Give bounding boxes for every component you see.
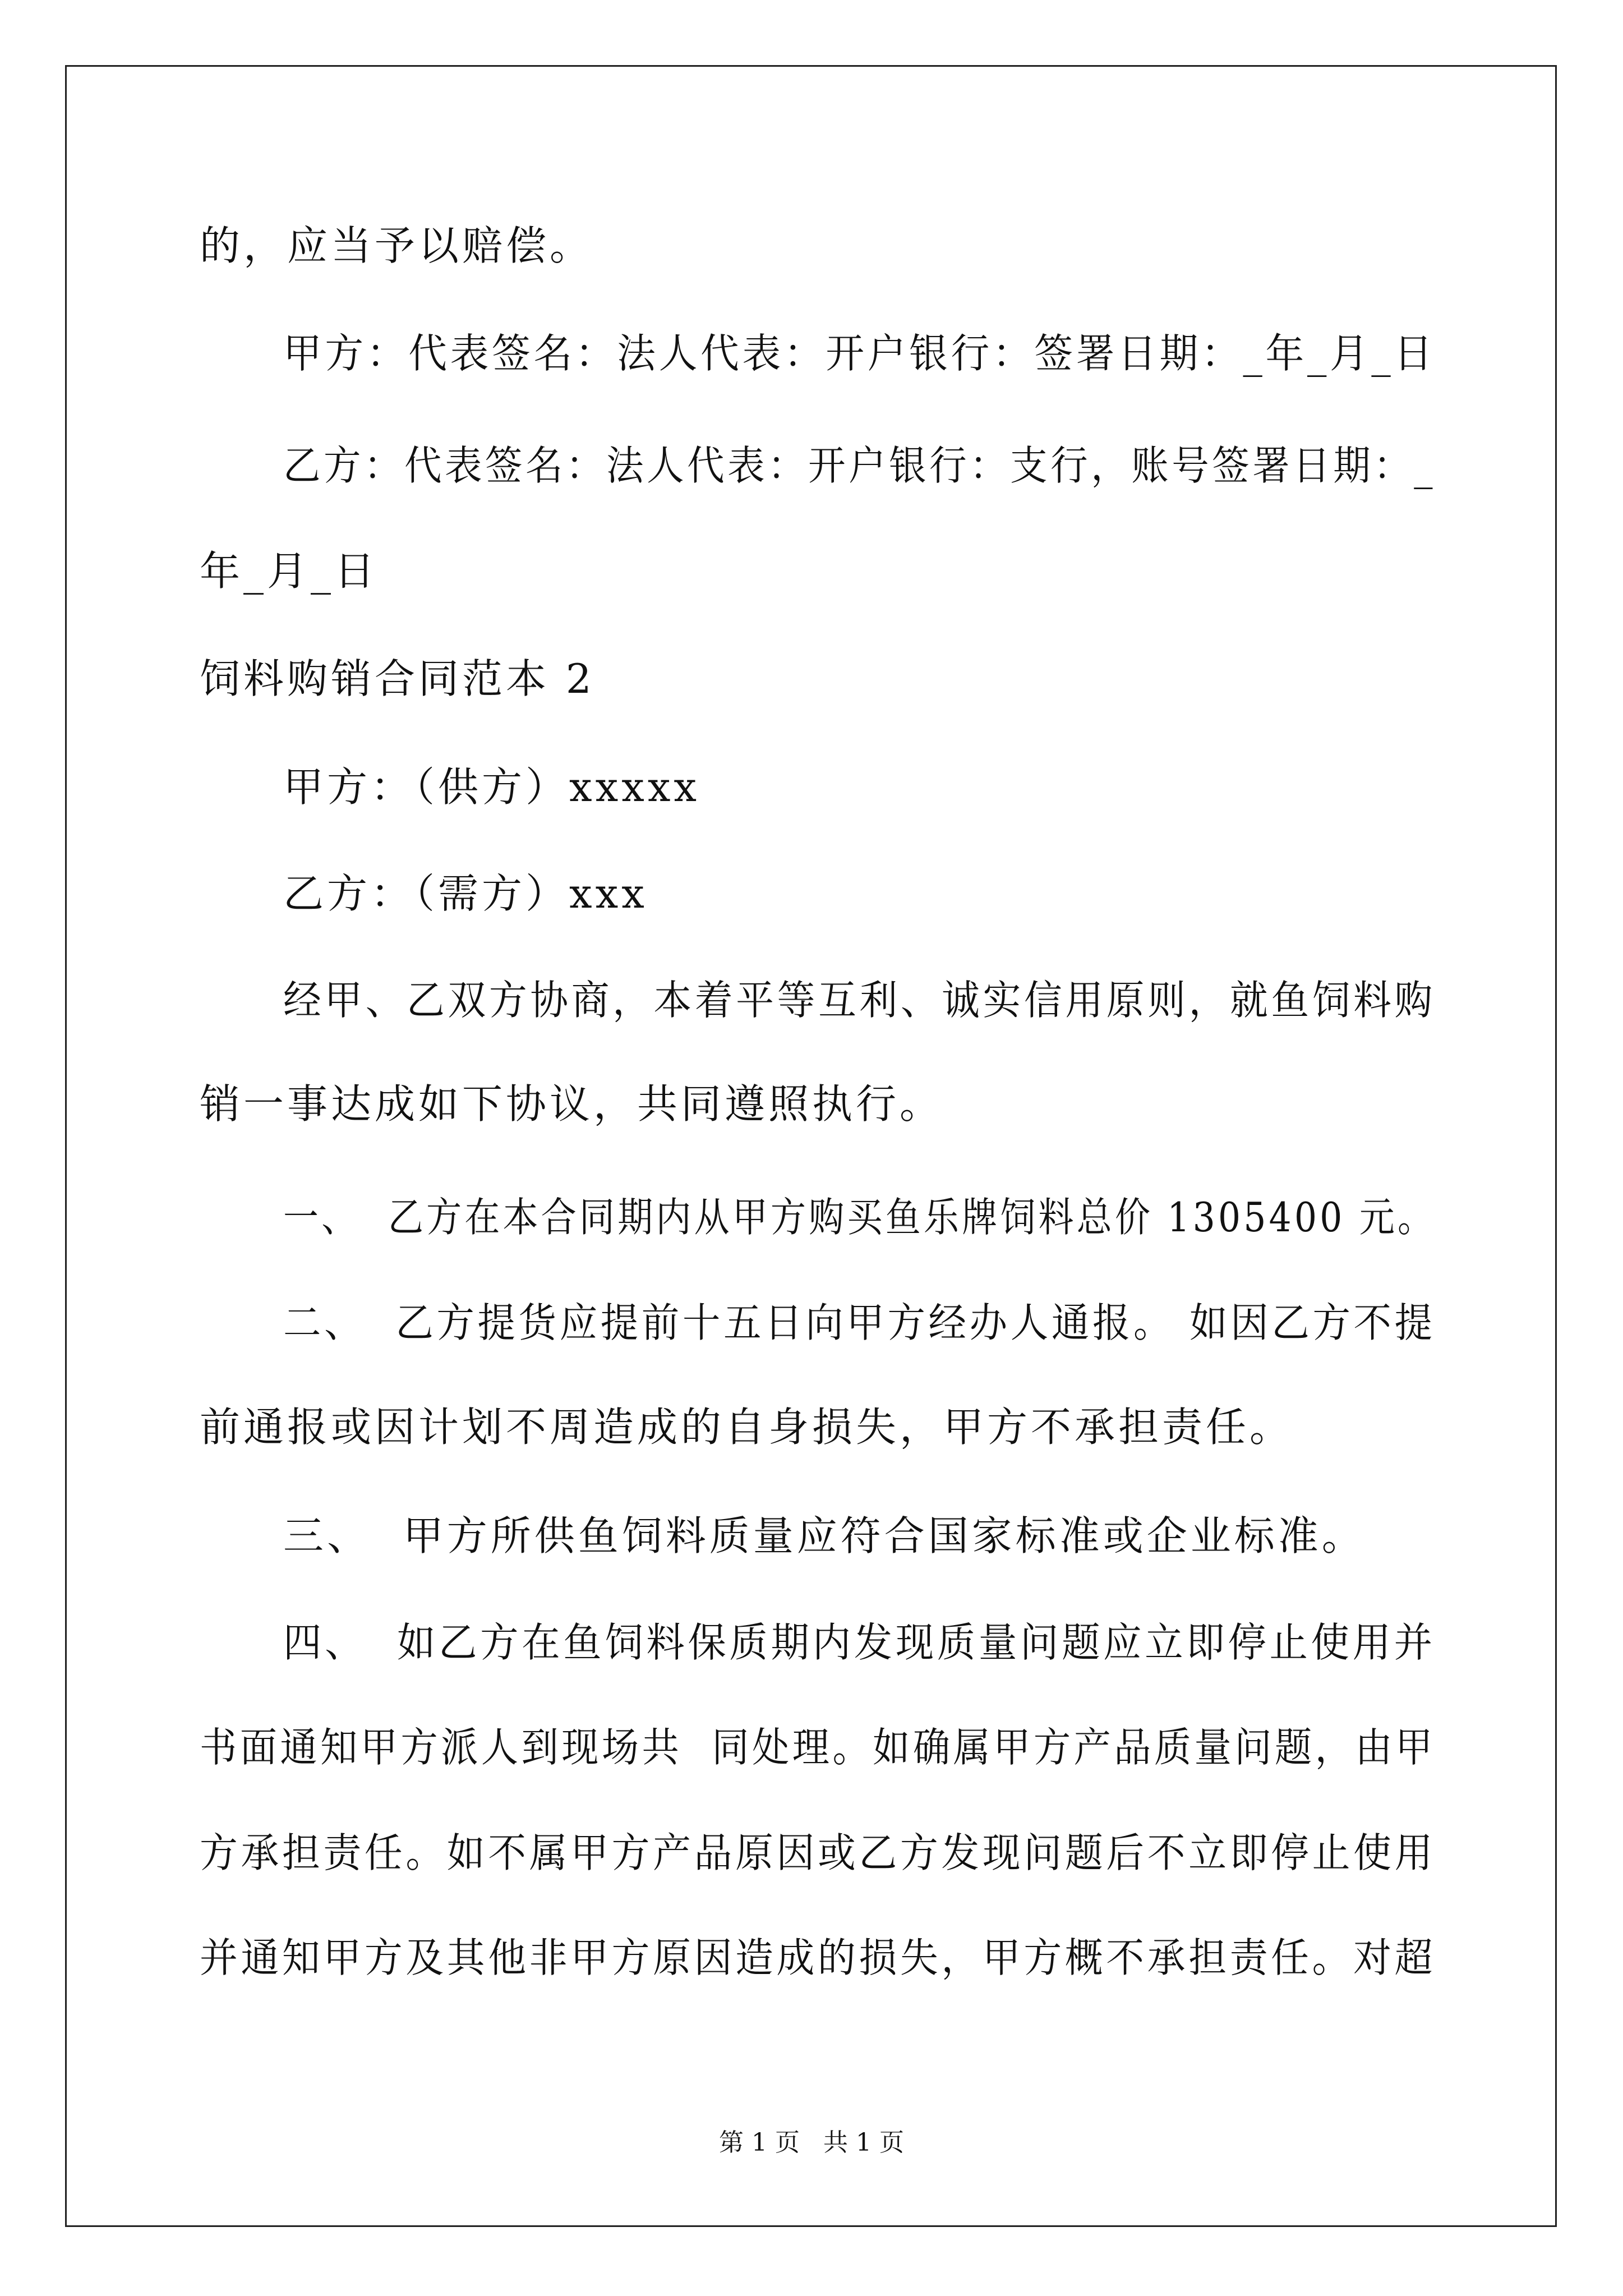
text-line: 前通报或因计划不周造成的自身损失，甲方不承担责任。	[200, 1404, 1294, 1451]
page-footer: 第 1 页 共 1 页	[719, 2128, 904, 2157]
text-line: 二、 乙方提货应提前十五日向甲方经办人通报。 如因乙方不提	[283, 1299, 1436, 1346]
text-line: 一、 乙方在本合同期内从甲方购买鱼乐牌饲料总价 1305400 元。	[283, 1194, 1436, 1241]
section-heading: 饲料购销合同范本 2	[200, 655, 595, 702]
text-line: 经甲、乙双方协商，本着平等互利、诚实信用原则，就鱼饲料购	[283, 977, 1436, 1024]
text-line: 的，应当予以赔偿。	[200, 222, 594, 269]
text-line: 乙方：代表签名：法人代表：开户银行：支行，账号签署日期：_	[283, 442, 1436, 489]
text-line: 三、 甲方所供鱼饲料质量应符合国家标准或企业标准。	[283, 1512, 1366, 1559]
text-line: 销一事达成如下协议，共同遵照执行。	[200, 1080, 944, 1128]
text-line: 乙方：（需方）xxx	[283, 870, 648, 917]
text-line: 甲方：（供方）xxxxx	[283, 763, 700, 811]
text-line: 方承担责任。如不属甲方产品原因或乙方发现问题后不立即停止使用	[200, 1829, 1436, 1876]
text-line: 四、 如乙方在鱼饲料保质期内发现质量问题应立即停止使用并	[283, 1619, 1436, 1666]
page-border	[65, 65, 1557, 2227]
text-line: 并通知甲方及其他非甲方原因造成的损失，甲方概不承担责任。对超	[200, 1934, 1436, 1981]
text-line: 甲方：代表签名：法人代表：开户银行：签署日期：_年_月_日	[283, 330, 1436, 377]
text-line: 年_月_日	[200, 547, 379, 595]
text-line: 书面通知甲方派人到现场共 同处理。如确属甲方产品质量问题，由甲	[200, 1724, 1436, 1771]
